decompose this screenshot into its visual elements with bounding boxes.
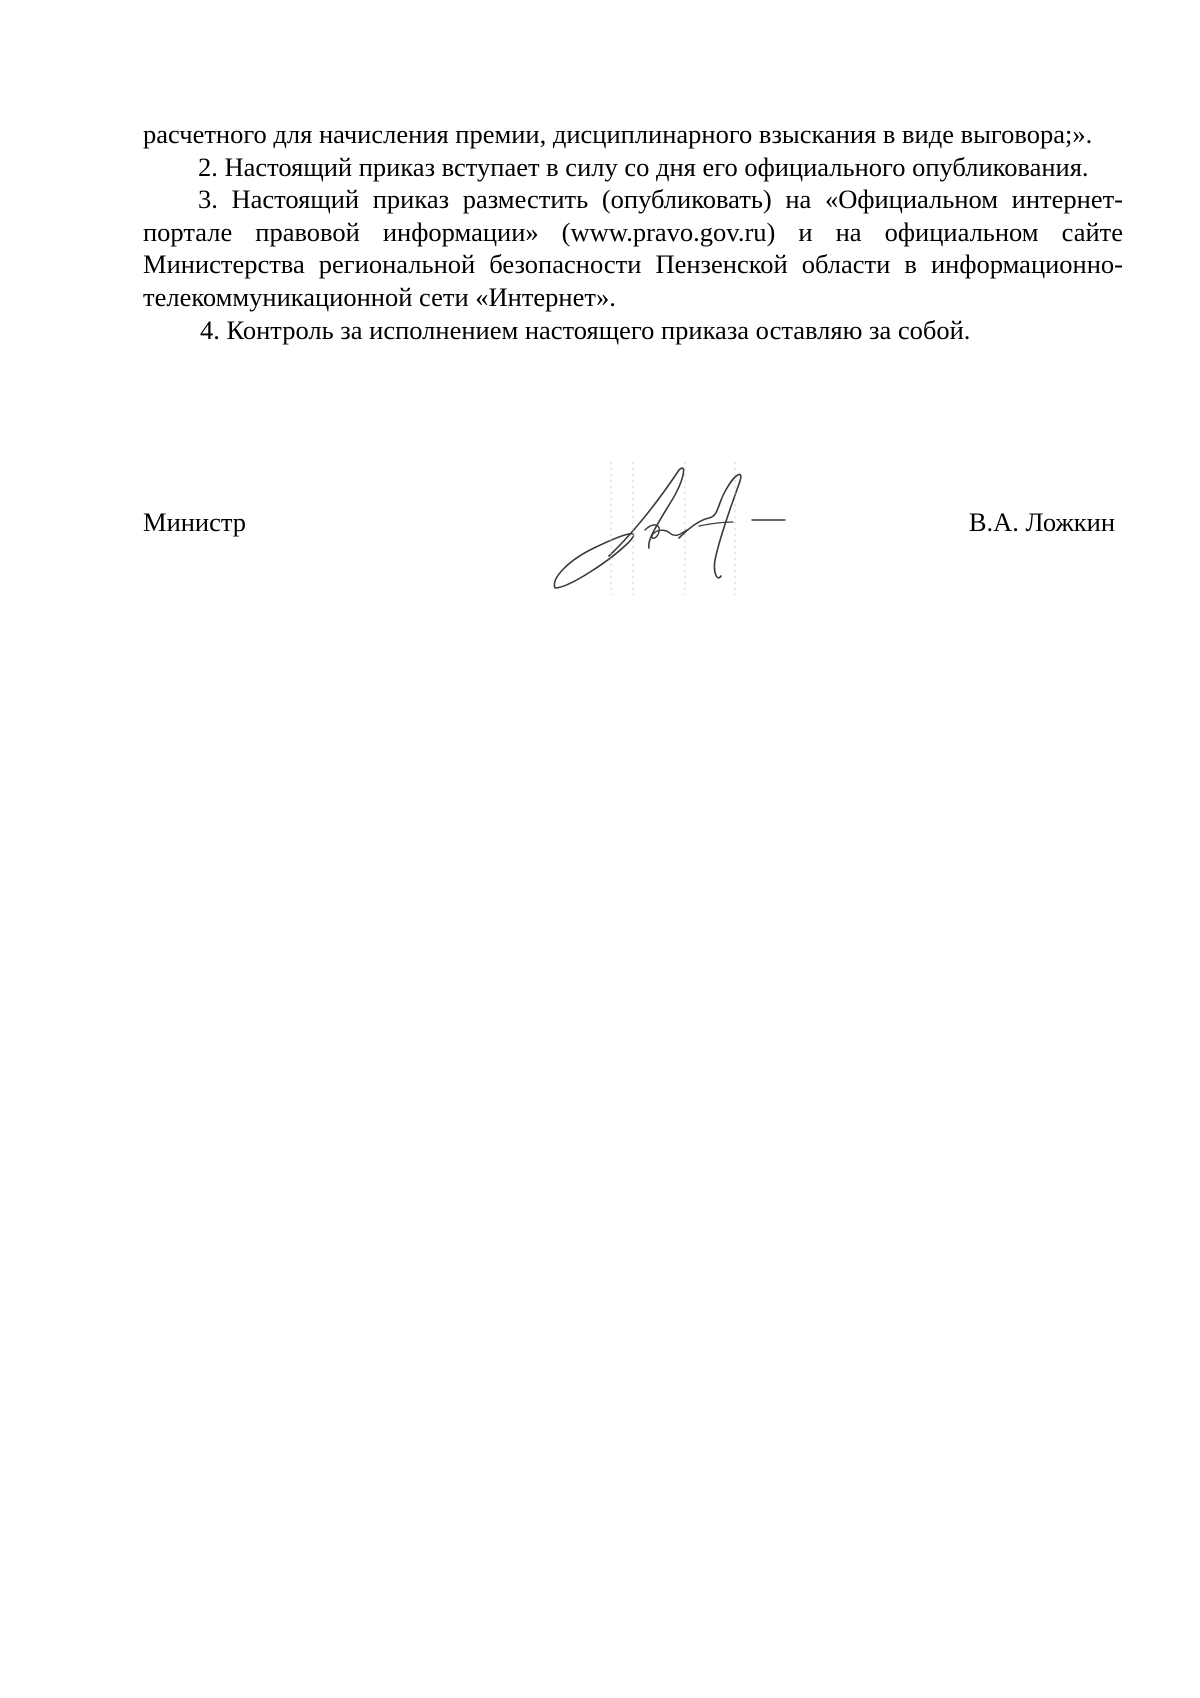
signature-stroke (554, 534, 633, 588)
document-body (143, 118, 1123, 346)
signatory-role: Министр (143, 507, 247, 537)
signatory-name: В.А. Ложкин (968, 507, 1115, 537)
paragraph-item-2: 2. Настоящий приказ вступает в силу со дня его официального опубликования. (198, 151, 1089, 182)
paragraph-item-3: 3. Настоящий приказ разместить (опубликовать) на «Официальном интернет-портале правовой информации» (www.pravo.gov.ru) и на официальном сайте Министерства региональной безопасности Пензенской области в информационно-телекоммуникационной сети «Интернет». (143, 184, 1123, 312)
paragraph-continuation: расчетного для начисления премии, дисциплинарного взыскания в виде выговора;». (143, 119, 1093, 149)
handwritten-signature (549, 460, 799, 595)
signature-stroke (699, 522, 733, 526)
paragraph-item-4: 4. Контроль за исполнением настоящего приказа оставляю за собой. (200, 314, 971, 345)
signature-stroke (679, 474, 741, 577)
signature-stroke (609, 468, 684, 556)
